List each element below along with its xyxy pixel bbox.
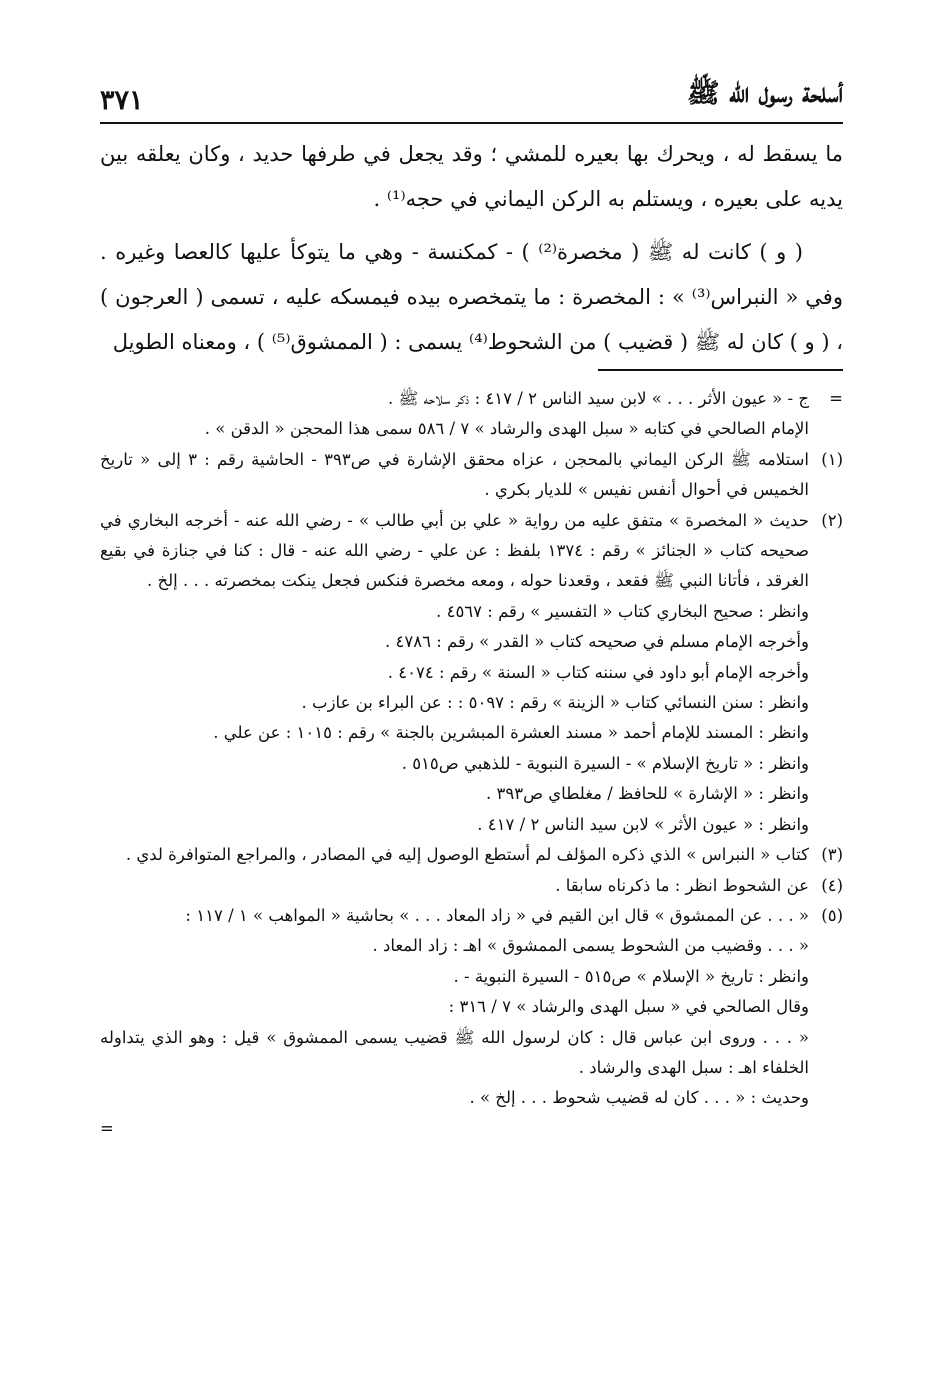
footnote-line: وانظر : المسند للإمام أحمد « مسند العشرة المبشرين بالجنة » رقم : ١٠١٥ : عن علي . xyxy=(213,723,809,743)
footnote-3 xyxy=(100,840,843,870)
running-title: أسلحة رسول الله ﷺ xyxy=(686,78,843,109)
continuation-mark: = xyxy=(100,1118,114,1138)
main-paragraph-2: ( و ) كانت له ﷺ ( مخصرة⁽²⁾ ) - كمكنسة - وهي ما يتوكأ عليها كالعصا وغيره . وفي « النبراس⁽³⁾ » : المخصرة : ما يتمخصره بيده فيمسكه عليه ، تسمى ( العرجون ) ، ( و ) كان له ﷺ ( قضيب ) من الشحوط⁽⁴⁾ يسمى : ( الممشوق⁽⁵⁾ ) ، ومعناه الطويل xyxy=(100,240,843,354)
footnote-line: وأخرجه الإمام أبو داود في سننه كتاب « السنة » رقم : ٤٠٧٤ . xyxy=(387,662,809,682)
footnote-line: وانظر : تاريخ « الإسلام » ص٥١٥ - السيرة النبوية - . xyxy=(453,966,809,986)
footnote-line: كتاب « النبراس » الذي ذكره المؤلف لم أستطع الوصول إليه في المصادر ، والمراجع المتوافرة لدي . xyxy=(125,845,809,865)
footnote-line: « . . . وروى ابن عباس قال : كان لرسول الله ﷺ قضيب يسمى الممشوق » قيل : وهو الذي يتداوله الخلفاء اهـ : سبل الهدى والرشاد . xyxy=(100,1027,809,1077)
footnote-continuation xyxy=(100,384,843,445)
footnote-line: وانظر : « عيون الأثر » لابن سيد الناس ٢ / ٤١٧ . xyxy=(477,814,809,834)
footnote-line: استلامه ﷺ الركن اليماني بالمحجن ، عزاه محقق الإشارة في ص٣٩٣ - الحاشية رقم : ٣ إلى « تاريخ الخميس في أحوال أنفس نفيس » للديار بكري . xyxy=(100,449,809,500)
footnote-number: (١) xyxy=(821,449,843,469)
footnote-line: وانظر : « الإشارة » للحافظ / مغلطاي ص٣٩٣ . xyxy=(485,784,809,804)
footnote-separator xyxy=(598,369,843,371)
main-paragraph-1: ما يسقط له ، ويحرك بها بعيره للمشي ؛ وقد يجعل في طرفها حديد ، وكان يعلقه بين يديه على بعيره ، ويستلم به الركن اليماني في حجه⁽¹⁾ . xyxy=(100,142,843,211)
footnote-line: وقال الصالحي في « سبل الهدى والرشاد » ٧ / ٣١٦ : xyxy=(448,997,809,1017)
main-text xyxy=(100,132,843,373)
footnote-line: ج - « عيون الأثر . . . » لابن سيد الناس ٢ / ٤١٧ : ذكر سلاحه ﷺ . xyxy=(388,389,809,408)
footnote-number: (٢) xyxy=(821,510,843,530)
footnote-line: حديث « المخصرة » متفق عليه من رواية « علي بن أبي طالب » - رضي الله عنه - أخرجه البخاري في صحيحه كتاب « الجنائز » رقم : ١٣٧٤ بلفظ : عن علي - رضي الله عنه - قال : كنا في جنازة في بقيع الغرقد ، فأتانا النبي ﷺ فقعد ، وقعدنا حوله ، ومعه مخصرة فنكس فجعل ينكت بمخصرته . . . إلخ . xyxy=(100,510,809,591)
footnote-line: وانظر : سنن النسائي كتاب « الزينة » رقم : ٥٠٩٧ : : عن البراء بن عازب . xyxy=(301,693,809,713)
footnote-number: (٤) xyxy=(821,875,843,895)
footnote-number: = xyxy=(829,389,843,408)
footnote-line: عن الشحوط انظر : ما ذكرناه سابقا . xyxy=(555,875,809,895)
footnote-line: وانظر : صحيح البخاري كتاب « التفسير » رقم : ٤٥٦٧ . xyxy=(436,601,809,621)
footnote-line: « . . . وقضيب من الشحوط يسمى الممشوق » اهـ : زاد المعاد . xyxy=(372,936,809,956)
footnote-line: « . . . عن الممشوق » قال ابن القيم في « زاد المعاد . . . » بحاشية « المواهب » ١ / ١١٧ : xyxy=(185,905,809,925)
footnote-1 xyxy=(100,445,843,506)
footnote-line: وحديث : « . . . كان له قضيب شحوط . . . إلخ » . xyxy=(469,1088,809,1108)
footnote-line: وانظر : « تاريخ الإسلام » - السيرة النبوية - للذهبي ص٥١٥ . xyxy=(401,753,809,773)
footnote-2 xyxy=(100,506,843,840)
footnote-number: (٥) xyxy=(821,905,843,925)
page-header xyxy=(100,70,843,124)
footnote-line: وأخرجه الإمام مسلم في صحيحه كتاب « القدر » رقم : ٤٧٨٦ . xyxy=(385,632,809,652)
footnote-4 xyxy=(100,871,843,901)
footnotes xyxy=(100,384,843,1144)
footnote-line: الإمام الصالحي في كتابه « سبل الهدى والرشاد » ٧ / ٥٨٦ سمى هذا المحجن « الدقن » . xyxy=(204,419,809,439)
footnote-number: (٣) xyxy=(821,845,843,865)
page-number: ٣٧١ xyxy=(100,85,144,116)
footnote-5 xyxy=(100,901,843,1114)
